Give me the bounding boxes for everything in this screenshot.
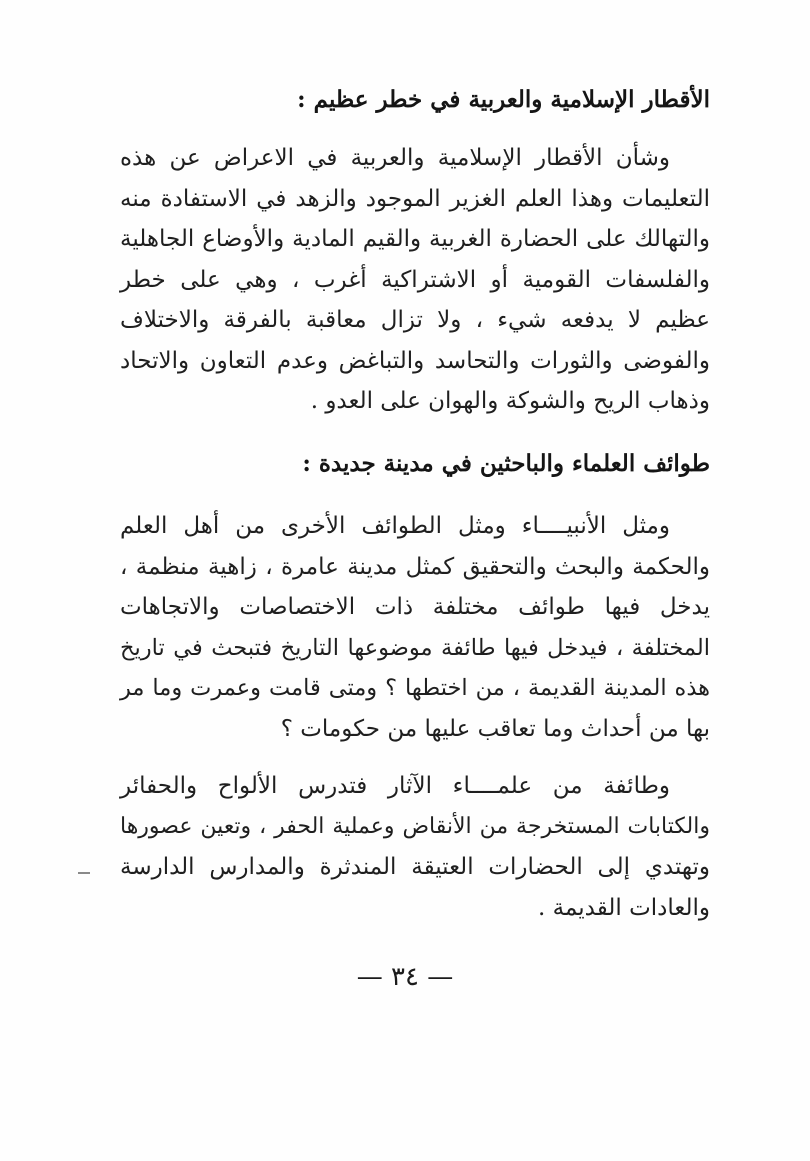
paragraph-1-line: التعليمات وهذا العلم الغزير الموجود والزهد في الاستفادة منه (120, 185, 710, 212)
paragraph-3-line: والعادات القديمة . (538, 894, 710, 921)
paragraph-1-line: والفوضى والثورات والتحاسد والتباغض وعدم التعاون والاتحاد (120, 347, 710, 374)
paragraph-2-line: المختلفة ، فيدخل فيها طائفة موضوعها التاريخ فتبحث في تاريخ (120, 634, 710, 661)
paragraph-2-line: يدخل فيها طوائف مختلفة ذات الاختصاصات والاتجاهات (120, 594, 710, 620)
page-number: — ٣٤ — (356, 962, 454, 992)
paragraph-1-line: وشأن الأقطار الإسلامية والعربية في الاعراض عن هذه (120, 145, 670, 171)
paragraph-2-line: والحكمة والبحث والتحقيق كمثل مدينة عامرة ، زاهية منظمة ، (120, 553, 710, 580)
margin-mark (78, 872, 90, 874)
paragraph-2-line: هذه المدينة القديمة ، من اختطها ؟ ومتى قامت وعمرت وما مر (120, 675, 710, 701)
paragraph-1 (120, 138, 710, 422)
paragraph-2-line: بها من أحداث وما تعاقب عليها من حكومات ؟ (280, 715, 710, 742)
paragraph-1-line: وذهاب الريح والشوكة والهوان على العدو . (310, 388, 710, 414)
paragraph-3-line: وطائفة من علمــــاء الآثار فتدرس الألواح والحفائر (120, 773, 670, 799)
paragraph-1-line: عظيم لا يدفعه شيء ، ولا تزال معاقبة بالفرقة والاختلاف (120, 307, 710, 333)
section-heading-2: طوائف العلماء والباحثين في مدينة جديدة : (302, 450, 710, 477)
paragraph-1-line: والتهالك على الحضارة الغربية والقيم المادية والأوضاع الجاهلية (120, 226, 710, 252)
paragraph-3-line: والكتابات المستخرجة من الأنقاض وعملية الحفر ، وتعين عصورها (120, 813, 710, 839)
paragraph-3 (120, 766, 710, 928)
section-heading-1: الأقطار الإسلامية والعربية في خطر عظيم : (297, 86, 710, 113)
paragraph-1-line: والفلسفات القومية أو الاشتراكية أغرب ، وهي على خطر (120, 266, 710, 293)
paragraph-2 (120, 506, 710, 749)
paragraph-2-line: ومثل الأنبيــــاء ومثل الطوائف الأخرى من أهل العلم (120, 513, 670, 539)
paragraph-3-line: وتهتدي إلى الحضارات العتيقة المندثرة والمدارس الدارسة (120, 854, 710, 880)
